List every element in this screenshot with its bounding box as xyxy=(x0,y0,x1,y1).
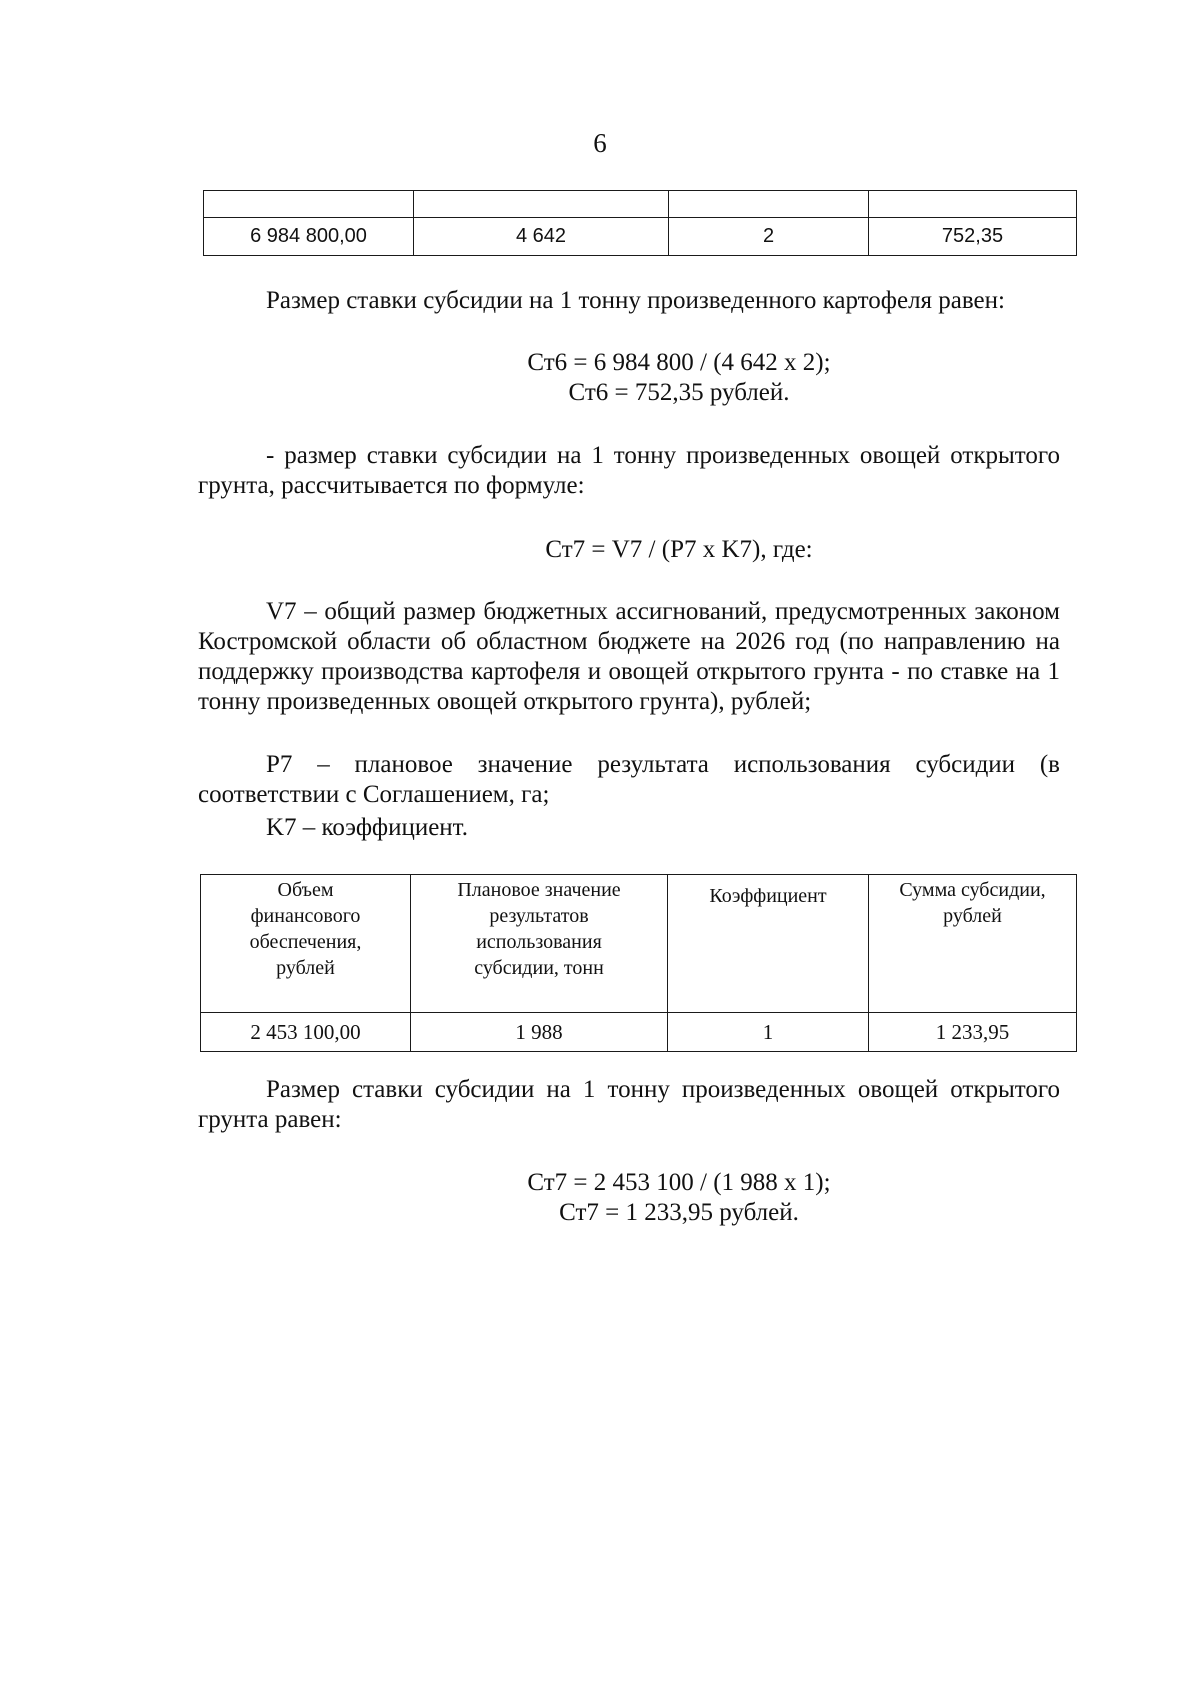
veg-calc-line-1: Ст7 = 2 453 100 / (1 988 х 1); xyxy=(527,1169,831,1196)
coefficient-cell: 1 xyxy=(668,1013,869,1052)
definition-p7: P7 – плановое значение результата использования субсидии (в соответствии с Соглашением, га; xyxy=(198,751,1060,808)
coefficient-cell: 2 xyxy=(669,218,869,256)
header-planned-value: Плановое значение результатов использования субсидии, тонн xyxy=(411,875,668,1013)
definition-v7: V7 – общий размер бюджетных ассигнований, предусмотренных законом Костромской области об областном бюджете на 2026 год (по направлению на поддержку производства картофеля и овощей открытого грунта - по ставке на 1 тонну произведенных овощей открытого грунта), рублей; xyxy=(198,598,1060,715)
definition-k7: K7 – коэффициент. xyxy=(266,814,468,841)
table-cell xyxy=(669,191,869,218)
funding-volume-cell: 6 984 800,00 xyxy=(204,218,414,256)
veg-result-intro: Размер ставки субсидии на 1 тонну произведенных овощей открытого грунта равен: xyxy=(198,1076,1060,1133)
table-header-row xyxy=(201,875,1077,1013)
potato-subsidy-table xyxy=(203,190,1077,256)
potato-result-intro: Размер ставки субсидии на 1 тонну произведенного картофеля равен: xyxy=(266,287,1005,314)
table-cell xyxy=(414,191,669,218)
header-subsidy-amount: Сумма субсидии, рублей xyxy=(869,875,1077,1013)
table-row xyxy=(204,218,1077,256)
veg-formula-intro: - размер ставки субсидии на 1 тонну произведенных овощей открытого грунта, рассчитывается по формуле: xyxy=(198,442,1060,499)
table-cell xyxy=(869,191,1077,218)
funding-volume-cell: 2 453 100,00 xyxy=(201,1013,411,1052)
potato-calculation xyxy=(248,348,1110,408)
table-cell xyxy=(204,191,414,218)
planned-value-cell: 4 642 xyxy=(414,218,669,256)
table-row xyxy=(204,191,1077,218)
page-number: 6 xyxy=(593,128,607,158)
subsidy-amount-cell: 752,35 xyxy=(869,218,1077,256)
table-row xyxy=(201,1013,1077,1052)
veg-calculation xyxy=(248,1168,1110,1228)
subsidy-amount-cell: 1 233,95 xyxy=(869,1013,1077,1052)
header-funding-volume: Объем финансового обеспечения, рублей xyxy=(201,875,411,1013)
vegetable-subsidy-table xyxy=(200,874,1077,1052)
planned-value-cell: 1 988 xyxy=(411,1013,668,1052)
potato-calc-line-2: Ст6 = 752,35 рублей. xyxy=(568,379,790,406)
veg-calc-line-2: Ст7 = 1 233,95 рублей. xyxy=(559,1199,799,1226)
header-coefficient: Коэффициент xyxy=(668,875,869,1013)
potato-calc-line-1: Ст6 = 6 984 800 / (4 642 х 2); xyxy=(527,349,831,376)
veg-formula: Ст7 = V7 / (P7 х K7), где: xyxy=(545,536,813,563)
